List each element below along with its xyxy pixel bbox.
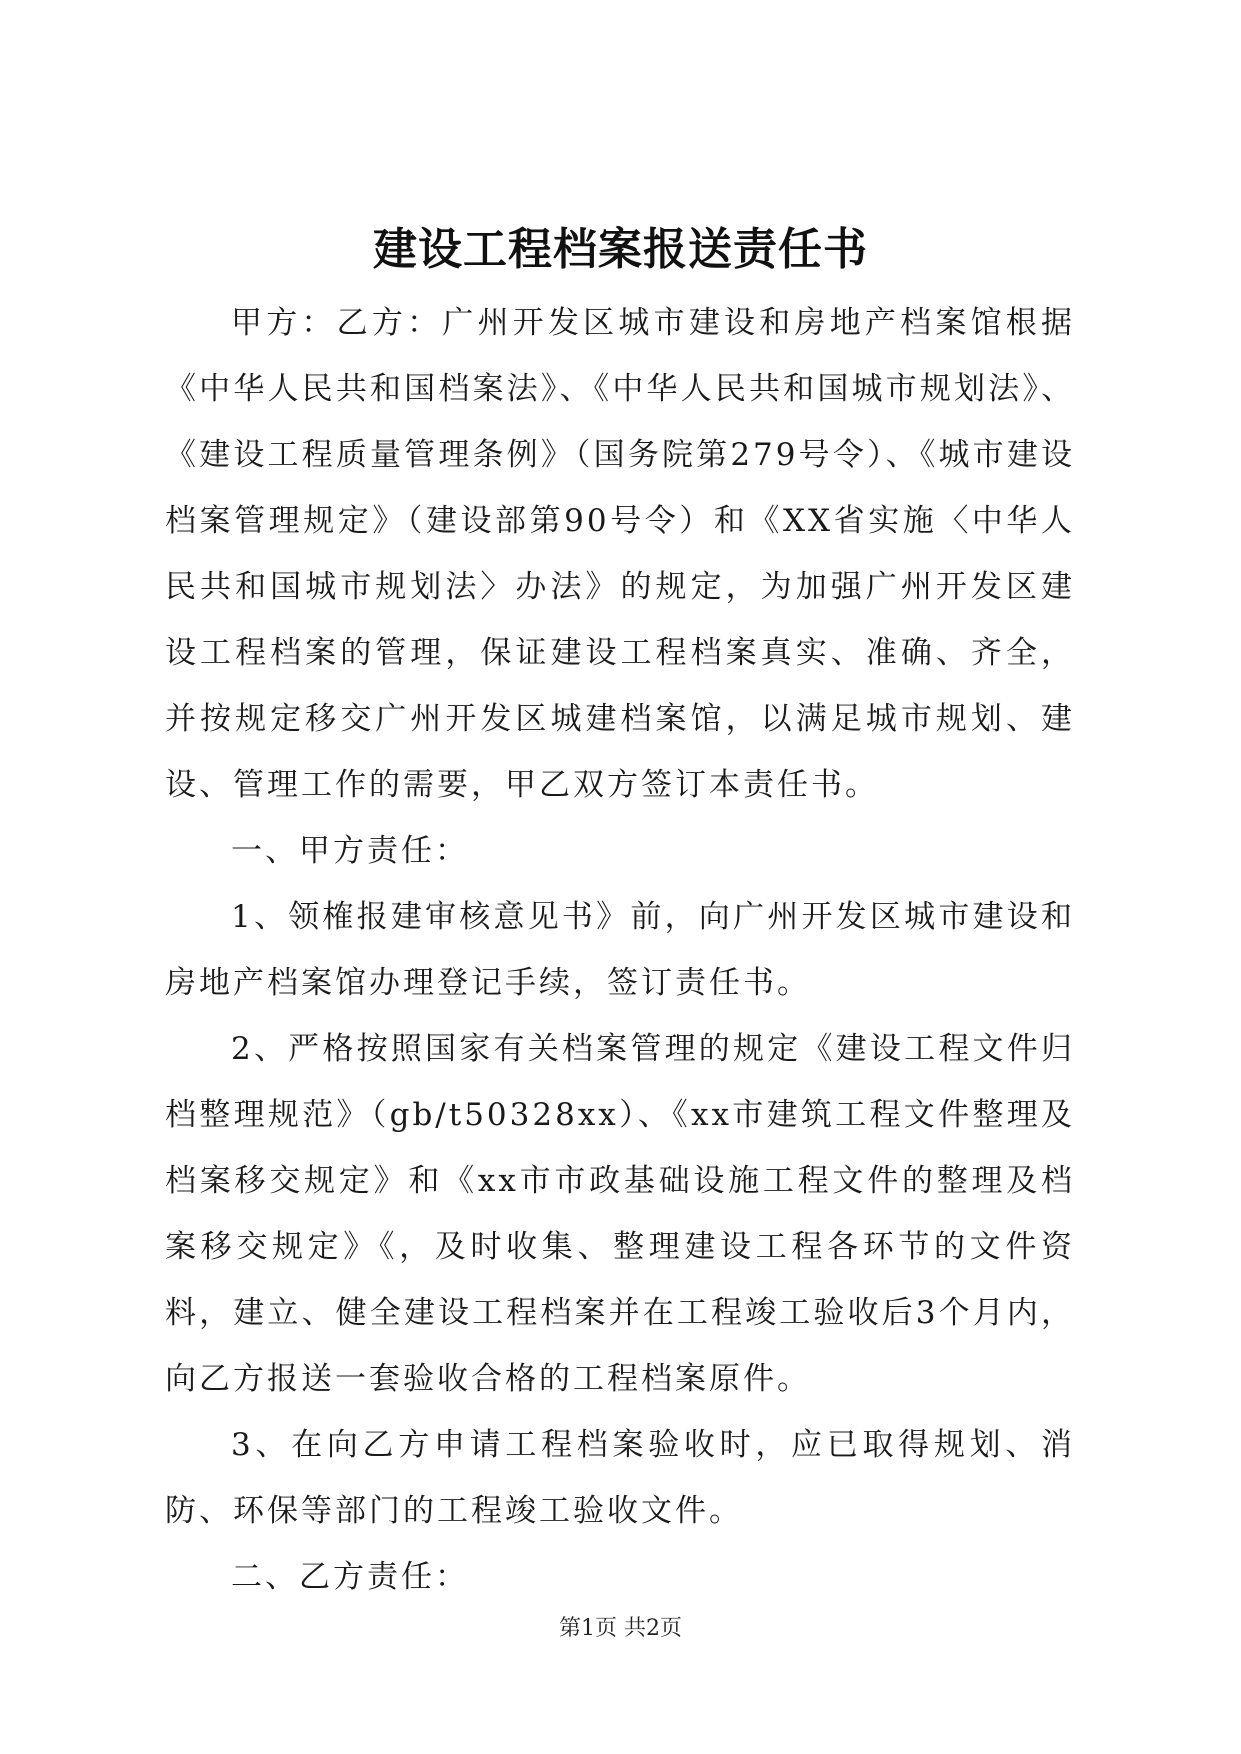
document-title: 建设工程档案报送责任书 xyxy=(373,224,868,275)
preamble-paragraph: 甲方：乙方：广州开发区城市建设和房地产档案馆根据《中华人民共和国档案法》、《中华人民共和国城市规划法》、《建设工程质量管理条例》（国务院第279号令）、《城市建设档案管理规定》（建设部第90号令）和《XX省实施〈中华人民共和国城市规划法〉办法》的规定，为加强广州开发区建设工程档案的管理，保证建设工程档案真实、准确、齐全，并按规定移交广州开发区城建档案馆，以满足城市规划、建设、管理工作的需要，甲乙双方签订本责任书。 xyxy=(165,305,1075,803)
clause-1-paragraph: 1、领榷报建审核意见书》前，向广州开发区城市建设和房地产档案馆办理登记手续，签订责任书。 xyxy=(165,899,1075,1001)
clause-2-paragraph: 2、严格按照国家有关档案管理的规定《建设工程文件归档整理规范》（gb/t50328xx）、《xx市建筑工程文件整理及档案移交规定》和《xx市市政基础设施工程文件的整理及档案移交规定》《，及时收集、整理建设工程各环节的文件资料，建立、健全建设工程档案并在工程竣工验收后3个月内，向乙方报送一套验收合格的工程档案原件。 xyxy=(165,1031,1075,1397)
section-heading-party-a: 一、甲方责任： xyxy=(231,833,469,869)
clause-3-paragraph: 3、在向乙方申请工程档案验收时，应已取得规划、消防、环保等部门的工程竣工验收文件。 xyxy=(165,1427,1075,1529)
section-heading-party-b: 二、乙方责任： xyxy=(231,1559,469,1595)
document-body xyxy=(165,290,1075,1610)
page-footer: 第1页 共2页 xyxy=(559,1616,682,1641)
